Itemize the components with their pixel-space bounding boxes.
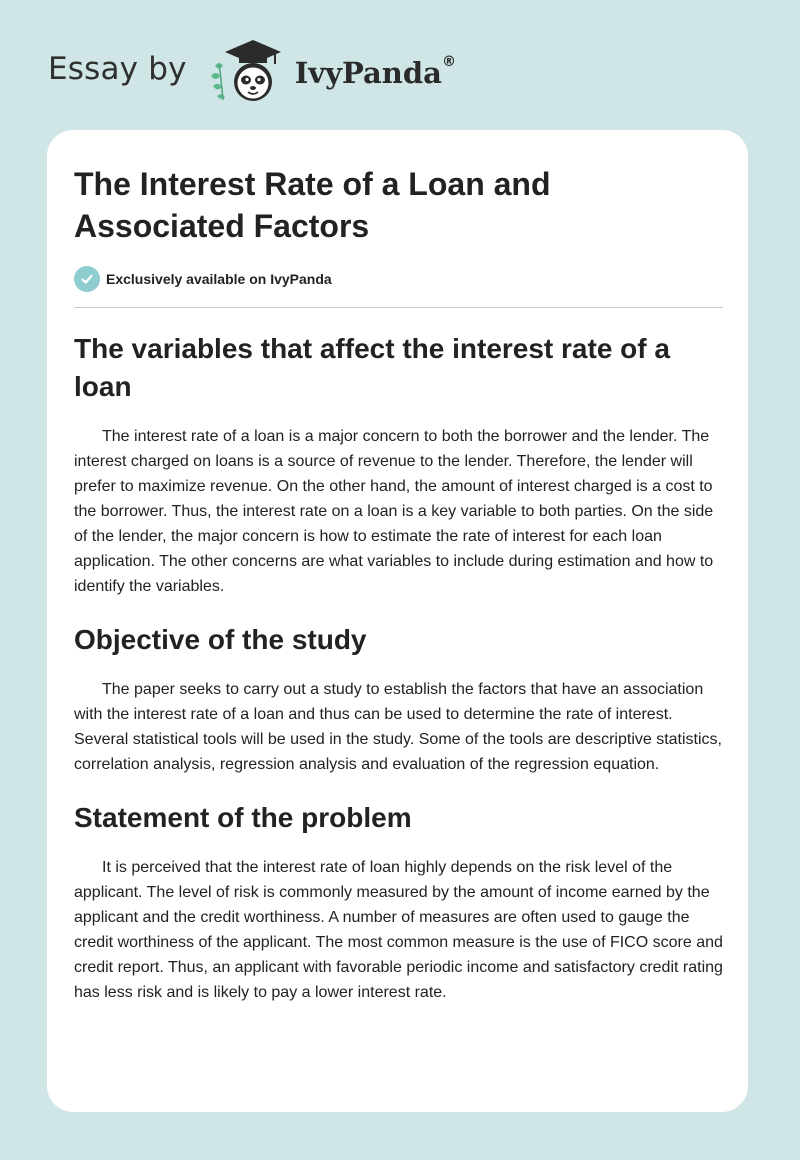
- checkmark-icon: [74, 266, 100, 292]
- essay-card: [47, 130, 748, 1112]
- exclusive-badge: [74, 265, 722, 293]
- section-heading-problem: Statement of the problem: [74, 802, 412, 833]
- registered-mark: ®: [441, 54, 456, 71]
- ivy-leaf-icon: [211, 63, 225, 100]
- badge-label: Exclusively available on IvyPanda: [106, 271, 332, 287]
- section-body-variables: The interest rate of a loan is a major concern to both the borrower and the lender. The interest charged on loans is a source of revenue to the lender. Therefore, the lender will prefer to maximize revenue. On the other hand, the amount of interest charged is a cost to the borrower. Thus, the interest rate on a loan is a key variable to both parties. On the side of the lender, the major concern is how to estimate the rate of interest for each loan application. The other concerns are what variables to include during estimation and how to identify the variables.: [74, 428, 714, 595]
- brand-text[interactable]: IvyPanda: [294, 56, 442, 90]
- section-heading-variables: The variables that affect the interest rate of a loan: [74, 333, 670, 402]
- page-title: The Interest Rate of a Loan and Associated Factors: [74, 166, 551, 244]
- panda-graduate-logo-icon[interactable]: [201, 36, 293, 108]
- section-body-objective: The paper seeks to carry out a study to establish the factors that have an association with the interest rate of a loan and thus can be used to determine the rate of interest. Several statistical tools will be used in the study. Some of the tools are descriptive statistics, correlation analysis, regression analysis and evaluation of the regression equation.: [74, 681, 722, 773]
- section-heading-objective: Objective of the study: [74, 624, 367, 655]
- site-header: [48, 36, 456, 108]
- brand-name[interactable]: [295, 56, 456, 90]
- divider: [74, 307, 723, 308]
- essay-by-label: Essay by: [48, 50, 187, 87]
- section-body-problem: It is perceived that the interest rate of loan highly depends on the risk level of the applicant. The level of risk is commonly measured by the amount of income earned by the applicant and the credit worthiness. A number of measures are often used to gauge the credit worthiness of the applicant. The most common measure is the use of FICO score and credit report. Thus, an applicant with favorable periodic income and satisfactory credit rating has less risk and is likely to pay a lower interest rate.: [74, 859, 723, 1001]
